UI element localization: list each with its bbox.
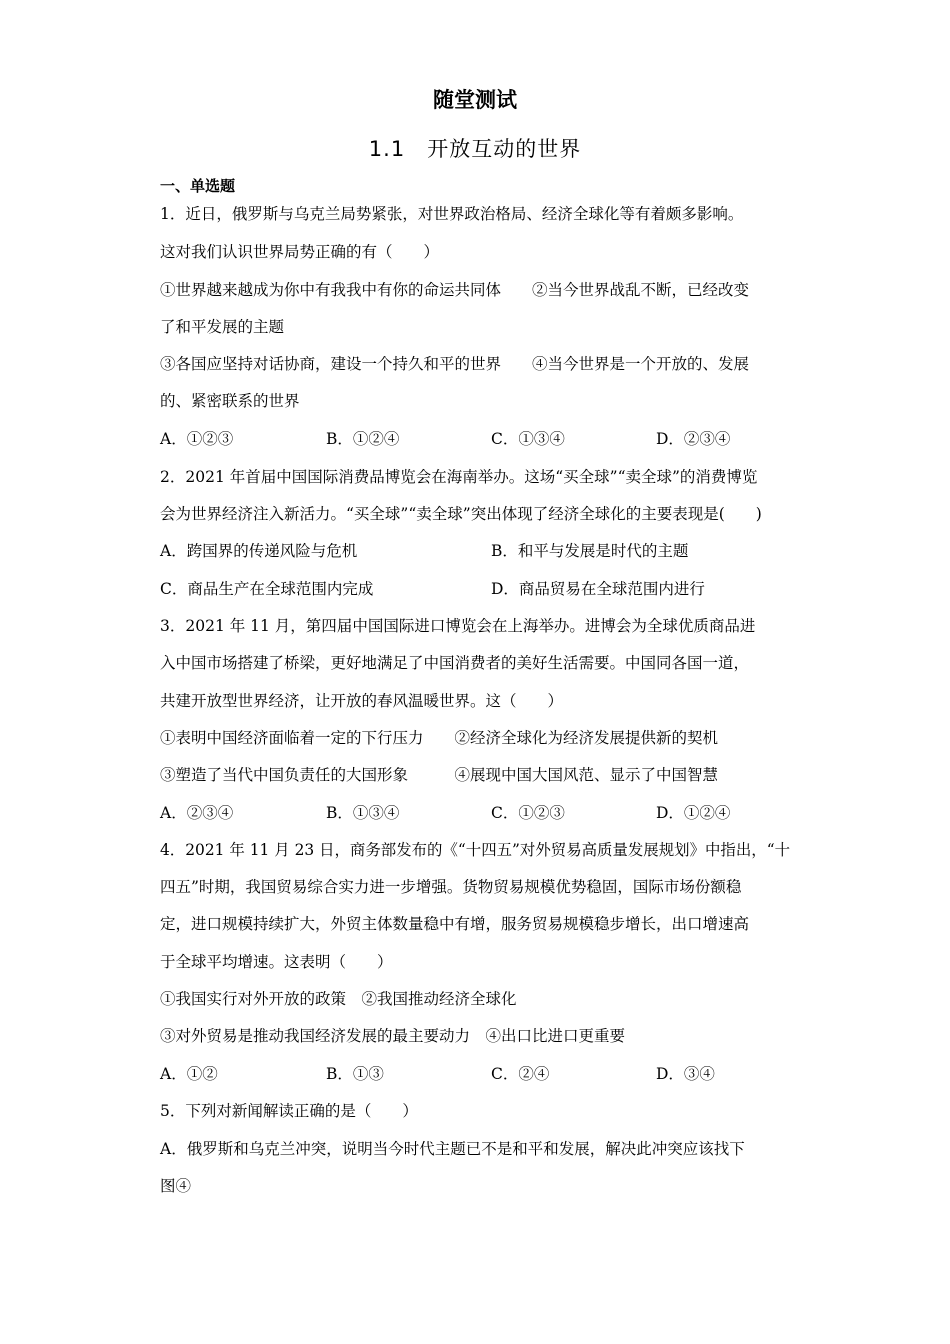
question-3-line-4: ①表明中国经济面临着一定的下行压力 ②经济全球化为经济发展提供新的契机: [160, 729, 719, 747]
question-5-line-2: A．俄罗斯和乌克兰冲突，说明当今时代主题已不是和平和发展，解决此冲突应该找下: [160, 1140, 745, 1158]
question-1-option-a: A．①②③: [160, 430, 234, 448]
question-3-line-1: 3．2021 年 11 月，第四届中国国际进口博览会在上海举办。进博会为全球优质商品进: [160, 617, 756, 635]
question-1-line-3: ①世界越来越成为你中有我我中有你的命运共同体 ②当今世界战乱不断，已经改变: [160, 281, 750, 299]
question-1-option-c: C．①③④: [491, 430, 565, 448]
page-title: 随堂测试: [433, 88, 517, 112]
question-3-option-a: A．②③④: [160, 804, 234, 822]
question-4-option-a: A．①②: [160, 1065, 218, 1083]
question-2-option-c: C．商品生产在全球范围内完成: [160, 580, 374, 598]
question-4-line-1: 4．2021 年 11 月 23 日，商务部发布的《“十四五”对外贸易高质量发展规划》中指出，“十: [160, 841, 791, 859]
question-2-line-2: 会为世界经济注入新活力。“买全球”“卖全球”突出体现了经济全球化的主要表现是( ): [160, 505, 762, 523]
question-3-line-5: ③塑造了当代中国负责任的大国形象 ④展现中国大国风范、显示了中国智慧: [160, 766, 719, 784]
question-4-line-6: ③对外贸易是推动我国经济发展的最主要动力 ④出口比进口更重要: [160, 1027, 626, 1045]
question-3-option-b: B．①③④: [326, 804, 400, 822]
question-1-line-6: 的、紧密联系的世界: [160, 392, 300, 410]
question-2-line-1: 2．2021 年首届中国国际消费品博览会在海南举办。这场“买全球”“卖全球”的消费博览: [160, 468, 758, 486]
question-3-line-3: 共建开放型世界经济，让开放的春风温暖世界。这（ ）: [160, 692, 564, 710]
section-heading: 一、单选题: [160, 177, 236, 195]
question-4-option-d: D．③④: [656, 1065, 715, 1083]
question-2-option-b: B．和平与发展是时代的主题: [491, 542, 689, 560]
page-subtitle: 1.1 开放互动的世界: [368, 137, 582, 161]
question-4-line-4: 于全球平均增速。这表明（ ）: [160, 953, 393, 971]
question-1-line-2: 这对我们认识世界局势正确的有（ ）: [160, 243, 440, 261]
question-3-option-d: D．①②④: [656, 804, 731, 822]
question-1-line-1: 1．近日，俄罗斯与乌克兰局势紧张，对世界政治格局、经济全球化等有着颇多影响。: [160, 205, 744, 223]
question-2-option-d: D．商品贸易在全球范围内进行: [491, 580, 705, 598]
question-3-option-c: C．①②③: [491, 804, 565, 822]
question-5-line-3: 图④: [160, 1177, 192, 1195]
question-4-option-c: C．②④: [491, 1065, 550, 1083]
question-5-line-1: 5．下列对新闻解读正确的是（ ）: [160, 1102, 418, 1120]
question-1-line-5: ③各国应坚持对话协商，建设一个持久和平的世界 ④当今世界是一个开放的、发展: [160, 355, 750, 373]
question-4-line-5: ①我国实行对外开放的政策 ②我国推动经济全球化: [160, 990, 517, 1008]
question-4-line-2: 四五”时期，我国贸易综合实力进一步增强。货物贸易规模优势稳固，国际市场份额稳: [160, 878, 742, 896]
question-2-option-a: A．跨国界的传递风险与危机: [160, 542, 358, 560]
question-4-line-3: 定，进口规模持续扩大，外贸主体数量稳中有增，服务贸易规模稳步增长，出口增速高: [160, 915, 750, 933]
question-1-option-b: B．①②④: [326, 430, 400, 448]
question-1-line-4: 了和平发展的主题: [160, 318, 285, 336]
question-3-line-2: 入中国市场搭建了桥梁，更好地满足了中国消费者的美好生活需要。中国同各国一道，: [160, 654, 750, 672]
question-4-option-b: B．①③: [326, 1065, 384, 1083]
question-1-option-d: D．②③④: [656, 430, 731, 448]
